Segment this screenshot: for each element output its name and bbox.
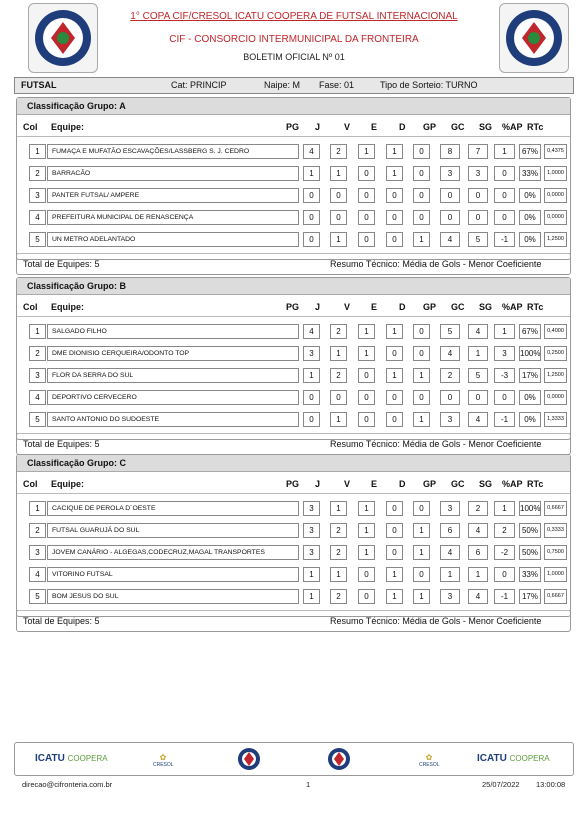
cell-pg: 1	[303, 567, 320, 582]
table-row	[17, 321, 570, 343]
column-header-gc: GC	[451, 479, 465, 489]
cell-col: 2	[29, 346, 46, 361]
cell-rtc: 1,2500	[544, 232, 567, 247]
cell-sg: -3	[494, 368, 515, 383]
cell-team: DME DIONISIO CERQUEIRA/ODONTO TOP	[47, 346, 299, 361]
cell-sg: 0	[494, 390, 515, 405]
cell-j: 2	[330, 589, 347, 604]
cell-ap: 100%	[519, 501, 541, 516]
cell-d: 1	[413, 412, 430, 427]
cell-ap: 0%	[519, 412, 541, 427]
cell-d: 0	[413, 188, 430, 203]
cell-sg: -1	[494, 412, 515, 427]
cell-team: SALGADO FILHO	[47, 324, 299, 339]
cell-gc: 4	[468, 589, 488, 604]
cell-d: 0	[413, 390, 430, 405]
column-header-rtc: RTc	[527, 479, 544, 489]
cell-team: DEPORTIVO CERVECERO	[47, 390, 299, 405]
cell-team: CACIQUE DE PEROLA D´OESTE	[47, 501, 299, 516]
column-header-j: J	[315, 302, 321, 312]
cell-sg: 2	[494, 523, 515, 538]
cell-d: 0	[413, 210, 430, 225]
cell-rtc: 0,6667	[544, 589, 567, 604]
cell-e: 0	[386, 412, 403, 427]
column-header-gc: GC	[451, 302, 465, 312]
cell-gc: 6	[468, 545, 488, 560]
cell-gp: 0	[440, 210, 460, 225]
column-header-ap: %AP	[502, 302, 523, 312]
cell-gc: 0	[468, 210, 488, 225]
cell-d: 0	[413, 501, 430, 516]
cell-d: 1	[413, 523, 430, 538]
cell-sg: 1	[494, 324, 515, 339]
cell-gc: 4	[468, 523, 488, 538]
cell-team: UN METRO ADELANTADO	[47, 232, 299, 247]
cell-e: 0	[386, 346, 403, 361]
cell-gp: 4	[440, 545, 460, 560]
fase-label: Fase: 01	[319, 80, 355, 90]
table-row	[17, 365, 570, 387]
technical-summary: Resumo Técnico: Média de Gols - Menor Coeficiente	[330, 439, 542, 449]
column-header-d: D	[399, 122, 406, 132]
cell-gc: 7	[468, 144, 488, 159]
cell-j: 1	[330, 412, 347, 427]
cell-ap: 33%	[519, 567, 541, 582]
cell-v: 1	[358, 545, 375, 560]
cell-pg: 0	[303, 232, 320, 247]
cell-gp: 4	[440, 346, 460, 361]
cell-rtc: 1,0000	[544, 166, 567, 181]
group-title	[17, 278, 570, 295]
cell-sg: 1	[494, 501, 515, 516]
technical-summary: Resumo Técnico: Média de Gols - Menor Coeficiente	[330, 259, 542, 269]
cell-v: 0	[358, 166, 375, 181]
column-header-sg: SG	[479, 479, 493, 489]
column-header-row	[17, 475, 570, 494]
icatu-coopera-logo-left: ICATU COOPERA	[35, 753, 108, 764]
cell-rtc: 0,0000	[544, 188, 567, 203]
cell-ap: 100%	[519, 346, 541, 361]
cell-ap: 17%	[519, 368, 541, 383]
cell-pg: 0	[303, 188, 320, 203]
cell-sg: -2	[494, 545, 515, 560]
cell-j: 1	[330, 232, 347, 247]
cell-rtc: 1,2500	[544, 368, 567, 383]
cell-v: 0	[358, 232, 375, 247]
cell-pg: 0	[303, 210, 320, 225]
cell-team: FUMAÇA E MUFATÃO ESCAVAÇÕES/LASSBERG S. J. CEDRO	[47, 144, 299, 159]
cell-rtc: 1,3333	[544, 412, 567, 427]
cell-pg: 4	[303, 144, 320, 159]
column-header-v: V	[344, 479, 351, 489]
group-title	[17, 98, 570, 115]
cell-j: 1	[330, 346, 347, 361]
cell-d: 0	[413, 166, 430, 181]
cell-e: 1	[386, 324, 403, 339]
group-summary-bar	[16, 433, 571, 455]
cell-gp: 3	[440, 589, 460, 604]
cell-e: 0	[386, 545, 403, 560]
cell-e: 1	[386, 166, 403, 181]
cell-ap: 67%	[519, 324, 541, 339]
cell-gc: 0	[468, 188, 488, 203]
cell-gp: 1	[440, 567, 460, 582]
group-summary-bar	[16, 253, 571, 275]
cell-ap: 67%	[519, 144, 541, 159]
group-title-text: Classificação Grupo: C	[27, 458, 127, 468]
total-teams: Total de Equipes: 5	[23, 259, 100, 269]
column-header-e: E	[371, 122, 378, 132]
cell-rtc: 0,6667	[544, 501, 567, 516]
cell-v: 0	[358, 210, 375, 225]
column-header-e: E	[371, 302, 378, 312]
cell-team: BOM JESUS DO SUL	[47, 589, 299, 604]
cell-col: 4	[29, 210, 46, 225]
cell-rtc: 0,7500	[544, 545, 567, 560]
cell-v: 1	[358, 324, 375, 339]
cell-e: 1	[386, 144, 403, 159]
cell-pg: 1	[303, 166, 320, 181]
cell-pg: 1	[303, 368, 320, 383]
column-header-team: Equipe:	[51, 479, 84, 489]
sport-label: FUTSAL	[21, 80, 57, 90]
cell-d: 1	[413, 589, 430, 604]
cell-team: BARRACÃO	[47, 166, 299, 181]
cell-e: 1	[386, 368, 403, 383]
cell-rtc: 0,0000	[544, 210, 567, 225]
group-b-table	[16, 277, 571, 440]
column-header-e: E	[371, 479, 378, 489]
column-header-v: V	[344, 122, 351, 132]
cell-ap: 50%	[519, 545, 541, 560]
cell-d: 1	[413, 232, 430, 247]
table-row	[17, 185, 570, 207]
table-row	[17, 409, 570, 431]
column-header-ap: %AP	[502, 122, 523, 132]
cell-sg: 0	[494, 166, 515, 181]
cell-e: 0	[386, 501, 403, 516]
cell-d: 0	[413, 324, 430, 339]
cell-v: 1	[358, 501, 375, 516]
category-bar	[14, 77, 574, 94]
cell-j: 0	[330, 390, 347, 405]
cell-v: 1	[358, 523, 375, 538]
cell-col: 3	[29, 188, 46, 203]
cell-col: 1	[29, 501, 46, 516]
column-header-team: Equipe:	[51, 302, 84, 312]
cell-ap: 0%	[519, 390, 541, 405]
cell-sg: 0	[494, 188, 515, 203]
group-summary-bar	[16, 610, 571, 632]
table-row	[17, 564, 570, 586]
cell-d: 1	[413, 368, 430, 383]
cell-j: 0	[330, 210, 347, 225]
group-title-text: Classificação Grupo: B	[27, 281, 127, 291]
table-row	[17, 207, 570, 229]
cell-gp: 0	[440, 188, 460, 203]
cell-team: FLOR DA SERRA DO SUL	[47, 368, 299, 383]
cell-gp: 5	[440, 324, 460, 339]
group-title	[17, 455, 570, 472]
cell-j: 1	[330, 567, 347, 582]
column-header-v: V	[344, 302, 351, 312]
column-header-rtc: RTc	[527, 122, 544, 132]
column-header-gc: GC	[451, 122, 465, 132]
cell-e: 0	[386, 210, 403, 225]
column-header-row	[17, 118, 570, 137]
cell-rtc: 0,4375	[544, 144, 567, 159]
cell-sg: -1	[494, 589, 515, 604]
cell-gc: 1	[468, 346, 488, 361]
cell-gc: 1	[468, 567, 488, 582]
column-header-gp: GP	[423, 122, 437, 132]
cresol-logo-right: ✿ CRESOL	[419, 753, 440, 768]
cell-pg: 0	[303, 412, 320, 427]
table-row	[17, 498, 570, 520]
cell-gp: 3	[440, 412, 460, 427]
cell-sg: 0	[494, 567, 515, 582]
cell-d: 0	[413, 567, 430, 582]
column-header-j: J	[315, 479, 321, 489]
cif-emblem-icon	[237, 747, 261, 771]
column-header-col: Col	[23, 122, 38, 132]
cell-j: 2	[330, 324, 347, 339]
total-teams: Total de Equipes: 5	[23, 616, 100, 626]
footer-date: 25/07/2022	[482, 780, 520, 789]
cell-e: 1	[386, 589, 403, 604]
cell-e: 0	[386, 390, 403, 405]
cell-e: 0	[386, 523, 403, 538]
column-header-row	[17, 298, 570, 317]
cell-gc: 3	[468, 166, 488, 181]
column-header-col: Col	[23, 302, 38, 312]
organizer-title: CIF - CONSORCIO INTERMUNICIPAL DA FRONTEIRA	[169, 34, 419, 45]
cell-v: 0	[358, 567, 375, 582]
footer-page-number: 1	[306, 780, 311, 789]
table-row	[17, 542, 570, 564]
naipe-label: Naipe: M	[264, 80, 301, 90]
cresol-logo-left: ✿ CRESOL	[153, 753, 174, 768]
cell-gc: 5	[468, 232, 488, 247]
cell-sg: 0	[494, 210, 515, 225]
column-header-pg: PG	[286, 122, 300, 132]
cell-v: 0	[358, 188, 375, 203]
cell-gc: 0	[468, 390, 488, 405]
cell-rtc: 1,0000	[544, 567, 567, 582]
cell-col: 2	[29, 523, 46, 538]
cell-v: 1	[358, 346, 375, 361]
sponsor-bar	[14, 742, 574, 776]
cell-col: 4	[29, 390, 46, 405]
cell-v: 0	[358, 589, 375, 604]
column-header-sg: SG	[479, 122, 493, 132]
cell-j: 2	[330, 523, 347, 538]
cell-col: 4	[29, 567, 46, 582]
cell-rtc: 0,2500	[544, 346, 567, 361]
cell-team: JOVEM CANÁRIO - ALGEGAS,CODECRUZ,MAGAL TRANSPORTES	[47, 545, 299, 560]
table-row	[17, 520, 570, 542]
cell-rtc: 0,4000	[544, 324, 567, 339]
column-header-col: Col	[23, 479, 38, 489]
cell-team: PANTER FUTSAL/ AMPERE	[47, 188, 299, 203]
cell-j: 0	[330, 188, 347, 203]
cell-team: FUTSAL GUARUJÁ DO SUL	[47, 523, 299, 538]
group-title-text: Classificação Grupo: A	[27, 101, 126, 111]
cell-ap: 17%	[519, 589, 541, 604]
tournament-title[interactable]: 1° COPA CIF/CRESOL ICATU COOPERA DE FUTSAL INTERNACIONAL	[130, 11, 458, 22]
cell-v: 1	[358, 144, 375, 159]
cell-v: 0	[358, 412, 375, 427]
cell-ap: 33%	[519, 166, 541, 181]
column-header-rtc: RTc	[527, 302, 544, 312]
cell-ap: 0%	[519, 210, 541, 225]
cell-gp: 3	[440, 166, 460, 181]
cell-j: 1	[330, 501, 347, 516]
cell-col: 5	[29, 232, 46, 247]
cif-emblem-icon	[327, 747, 351, 771]
sorteio-label: Tipo de Sorteio: TURNO	[380, 80, 478, 90]
icatu-coopera-logo-right: ICATU COOPERA	[477, 753, 550, 764]
cell-ap: 0%	[519, 188, 541, 203]
table-row	[17, 387, 570, 409]
cell-gp: 3	[440, 501, 460, 516]
column-header-sg: SG	[479, 302, 493, 312]
column-header-j: J	[315, 122, 321, 132]
technical-summary: Resumo Técnico: Média de Gols - Menor Coeficiente	[330, 616, 542, 626]
group-c-table	[16, 454, 571, 617]
cell-v: 0	[358, 368, 375, 383]
table-row	[17, 343, 570, 365]
column-header-pg: PG	[286, 479, 300, 489]
column-header-d: D	[399, 302, 406, 312]
table-row	[17, 229, 570, 251]
column-header-gp: GP	[423, 302, 437, 312]
cell-col: 1	[29, 324, 46, 339]
cell-col: 5	[29, 412, 46, 427]
column-header-team: Equipe:	[51, 122, 84, 132]
cell-col: 5	[29, 589, 46, 604]
cell-sg: 1	[494, 144, 515, 159]
cell-j: 2	[330, 144, 347, 159]
cell-team: SANTO ANTONIO DO SUDOESTE	[47, 412, 299, 427]
cat-label: Cat: PRINCIP	[171, 80, 227, 90]
cell-sg: -1	[494, 232, 515, 247]
cell-gp: 8	[440, 144, 460, 159]
bulletin-title: BOLETIM OFICIAL Nº 01	[243, 52, 345, 62]
cell-pg: 4	[303, 324, 320, 339]
cell-d: 1	[413, 545, 430, 560]
cell-gc: 5	[468, 368, 488, 383]
cell-gp: 4	[440, 232, 460, 247]
table-row	[17, 586, 570, 608]
cell-v: 0	[358, 390, 375, 405]
cell-rtc: 0,0000	[544, 390, 567, 405]
cell-pg: 0	[303, 390, 320, 405]
cell-j: 1	[330, 166, 347, 181]
cell-gc: 4	[468, 324, 488, 339]
column-header-gp: GP	[423, 479, 437, 489]
cell-d: 0	[413, 346, 430, 361]
footer-time: 13:00:08	[536, 780, 566, 789]
cell-pg: 3	[303, 523, 320, 538]
cell-rtc: 0,3333	[544, 523, 567, 538]
column-header-d: D	[399, 479, 406, 489]
footer-email[interactable]: direcao@cifronteria.com.br	[22, 780, 113, 789]
cell-team: VITORINO FUTSAL	[47, 567, 299, 582]
cell-gc: 2	[468, 501, 488, 516]
cell-col: 3	[29, 368, 46, 383]
cell-gp: 0	[440, 390, 460, 405]
cell-gc: 4	[468, 412, 488, 427]
cell-d: 0	[413, 144, 430, 159]
cell-pg: 3	[303, 545, 320, 560]
cell-gp: 6	[440, 523, 460, 538]
cell-col: 1	[29, 144, 46, 159]
cell-team: PREFEITURA MUNICIPAL DE RENASCENÇA	[47, 210, 299, 225]
column-header-pg: PG	[286, 302, 300, 312]
cell-col: 3	[29, 545, 46, 560]
total-teams: Total de Equipes: 5	[23, 439, 100, 449]
column-header-ap: %AP	[502, 479, 523, 489]
cell-pg: 1	[303, 589, 320, 604]
cell-e: 0	[386, 188, 403, 203]
cell-pg: 3	[303, 501, 320, 516]
table-row	[17, 141, 570, 163]
cell-col: 2	[29, 166, 46, 181]
cell-ap: 0%	[519, 232, 541, 247]
cell-pg: 3	[303, 346, 320, 361]
cell-gp: 2	[440, 368, 460, 383]
group-a-table	[16, 97, 571, 260]
table-row	[17, 163, 570, 185]
cell-j: 2	[330, 545, 347, 560]
cell-e: 0	[386, 232, 403, 247]
cell-e: 1	[386, 567, 403, 582]
cell-sg: 3	[494, 346, 515, 361]
cell-ap: 50%	[519, 523, 541, 538]
cell-j: 2	[330, 368, 347, 383]
